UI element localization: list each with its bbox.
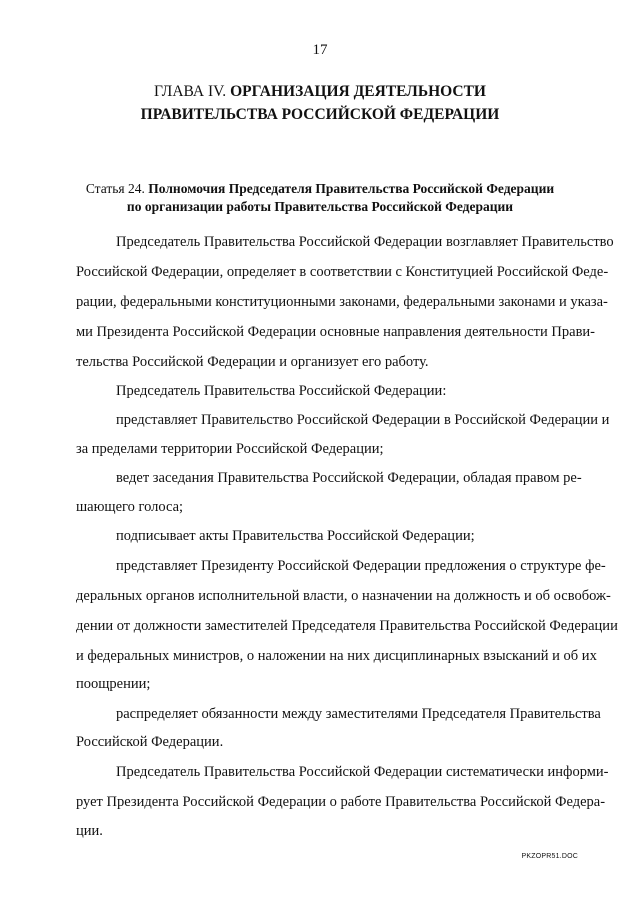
body-line: за пределами территории Российской Федерации; (76, 441, 384, 457)
body-line: тельства Российской Федерации и организует его работу. (76, 354, 429, 370)
body-line: распределяет обязанности между заместителями Председателя Правительства (116, 706, 601, 722)
body-line: представляет Правительство Российской Федерации в Российской Федерации и (116, 412, 610, 428)
body-line: рует Президента Российской Федерации о работе Правительства Российской Федера- (76, 794, 606, 810)
body-line: подписывает акты Правительства Российской Федерации; (116, 528, 475, 544)
chapter-title (60, 80, 580, 126)
body-line: рации, федеральными конституционными законами, федеральными законами и указа- (76, 294, 608, 310)
article-heading-line-2: по организации работы Правительства Российской Федерации (126, 199, 514, 214)
article-label: Статья 24. (85, 181, 145, 196)
article-heading (60, 180, 580, 216)
body-line: представляет Президенту Российской Федерации предложения о структуре фе- (116, 558, 606, 574)
body-line: Председатель Правительства Российской Федерации систематически информи- (116, 764, 609, 780)
article-heading-line-1 (60, 180, 580, 198)
body-line: Председатель Правительства Российской Федерации: (116, 383, 447, 399)
body-line: деральных органов исполнительной власти, о назначении на должность и об освобож- (76, 588, 611, 604)
document-file-code: PKZOPR51.DOC (521, 853, 578, 860)
body-line: шающего голоса; (76, 499, 184, 515)
body-line: дении от должности заместителей Председателя Правительства Российской Федерации (76, 618, 618, 634)
body-line: Российской Федерации. (76, 734, 224, 750)
body-line: ведет заседания Правительства Российской Федерации, обладая правом ре- (116, 470, 582, 486)
body-line: Председатель Правительства Российской Федерации возглавляет Правительство (116, 234, 614, 250)
chapter-title-line-2: ПРАВИТЕЛЬСТВА РОССИЙСКОЙ ФЕДЕРАЦИИ (140, 106, 500, 123)
chapter-title-text-1: ОРГАНИЗАЦИЯ ДЕЯТЕЛЬНОСТИ (230, 83, 486, 100)
page-number: 17 (312, 42, 328, 58)
body-line: поощрении; (76, 676, 151, 692)
body-line: Российской Федерации, определяет в соответствии с Конституцией Российской Феде- (76, 264, 609, 280)
chapter-prefix: ГЛАВА IV. (154, 83, 227, 100)
chapter-title-line-1 (60, 80, 580, 103)
body-line: ции. (76, 823, 103, 839)
article-title-text-1: Полномочия Председателя Правительства Российской Федерации (148, 181, 555, 196)
body-line: и федеральных министров, о наложении на них дисциплинарных взысканий и об их (76, 648, 597, 664)
body-line: ми Президента Российской Федерации основные направления деятельности Прави- (76, 324, 595, 340)
